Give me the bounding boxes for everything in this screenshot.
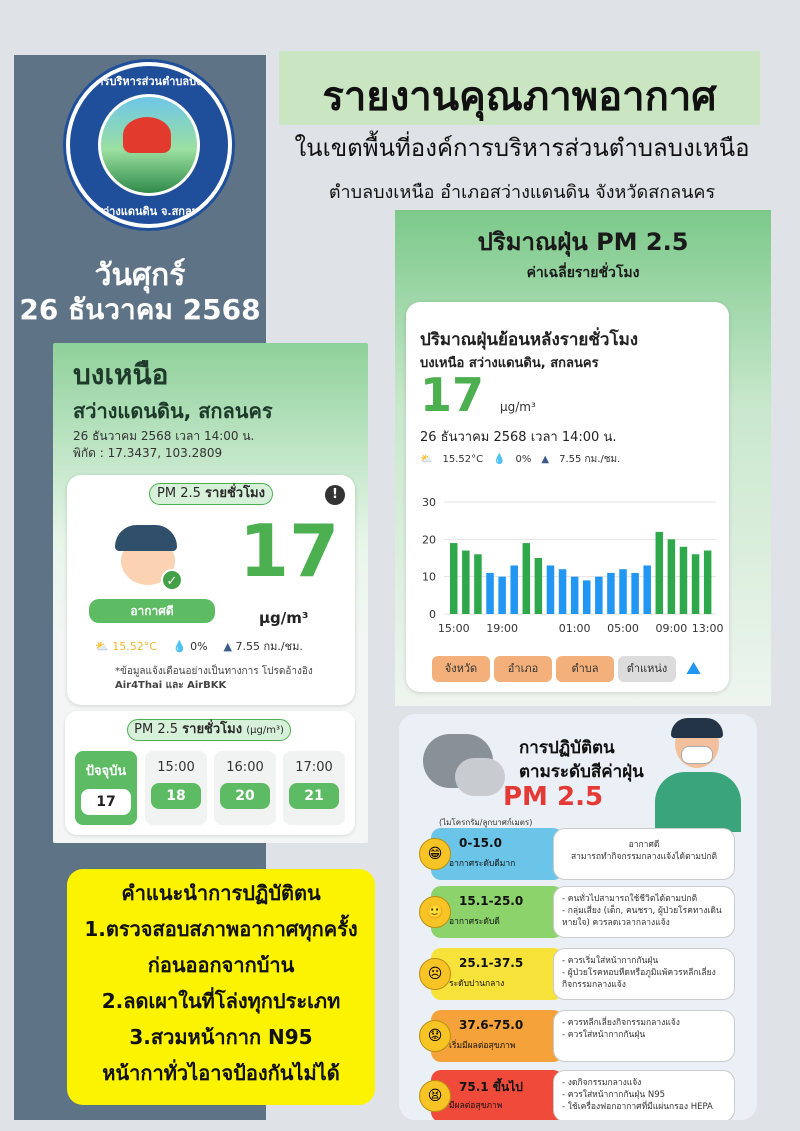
chart-bar[interactable] [643, 565, 650, 614]
history-title: ปริมาณฝุ่นย้อนหลังรายชั่วโมง [420, 330, 639, 350]
hourly-item-now[interactable] [75, 751, 137, 825]
hourly-time: ปัจจุบัน [85, 764, 127, 779]
level-label: เริ่มมีผลต่อสุขภาพ [449, 1041, 516, 1051]
x-tick-label: 05:00 [607, 622, 639, 635]
note-line-1: *ข้อมูลแจ้งเตือนอย่างเป็นทางการ โปรดอ้างอิง [115, 666, 313, 677]
current-weather [95, 637, 303, 655]
advice-line: ก่อนออกจากบ้าน [147, 953, 295, 977]
level-range: 0-15.0 [459, 836, 502, 850]
history-subheading: ค่าเฉลี่ยรายชั่วโมง [526, 265, 640, 281]
status-badge: อากาศดี [89, 599, 215, 623]
history-datetime: 26 ธันวาคม 2568 เวลา 14:00 น. [420, 430, 617, 445]
hourly-forecast-card [65, 711, 355, 835]
organization-logo [66, 62, 232, 228]
droplet-icon: 💧 0% [172, 639, 208, 653]
pill-label: รายชั่วโมง [205, 486, 265, 501]
current-humidity: 0% [190, 639, 208, 653]
history-temp: 15.52°C [442, 454, 484, 465]
wind-arrow-icon: ▲ 7.55 กม./ชม. [223, 640, 303, 653]
chart-bar[interactable] [704, 551, 711, 614]
hourly-item-1500[interactable] [145, 751, 207, 825]
level-range: 75.1 ขึ้นไป [459, 1080, 523, 1094]
advice-line: 3.สวมหน้ากาก N95 [129, 1025, 313, 1049]
station-district: สว่างแดนดิน, สกลนคร [73, 399, 273, 423]
level-desc: อากาศดี สามารถทำกิจกรรมกลางแจ้งได้ตามปกติ [553, 828, 735, 880]
chart-bar[interactable] [668, 539, 675, 614]
x-tick-label: 19:00 [486, 622, 518, 635]
level-range: 25.1-37.5 [459, 956, 524, 970]
history-inner-card [406, 302, 729, 692]
info-icon[interactable]: ! [325, 485, 345, 505]
tab-province[interactable]: จังหวัด [432, 656, 490, 682]
history-place: บงเหนือ สว่างแดนดิน, สกลนคร [420, 356, 599, 371]
advice-title: คำแนะนำการปฏิบัติตน [121, 881, 321, 905]
cloud-sun-icon: ⛅ [420, 454, 433, 465]
x-tick-label: 09:00 [655, 622, 688, 635]
note-line-2: Air4Thai และ AirBKK [115, 680, 227, 691]
chart-bar[interactable] [583, 580, 590, 614]
day-label: วันศุกร์ [94, 258, 186, 293]
y-tick-label: 30 [422, 496, 436, 509]
station-place: บงเหนือ [73, 358, 169, 391]
page-title: รายงานคุณภาพอากาศ [322, 74, 717, 120]
chart-bar[interactable] [535, 558, 542, 614]
y-tick-label: 0 [429, 608, 436, 621]
x-tick-label: 15:00 [437, 622, 470, 635]
level-label: มีผลต่อสุขภาพ [449, 1101, 503, 1111]
date-label: 26 ธันวาคม 2568 [19, 293, 261, 326]
area-chart-icon[interactable]: ⛰ [686, 658, 702, 679]
pm-history-chart [406, 492, 729, 642]
history-heading: ปริมาณฝุ่น PM 2.5 [477, 228, 689, 256]
hourly-value: 18 [151, 783, 201, 809]
current-value: 17 [239, 509, 340, 593]
hourly-value: 21 [289, 783, 339, 809]
check-icon: ✓ [161, 569, 183, 591]
chart-bar[interactable] [510, 565, 517, 614]
hourly-item-1600[interactable] [214, 751, 276, 825]
chart-bar[interactable] [619, 569, 626, 614]
hourly-time: 15:00 [157, 760, 195, 775]
pm-guide-infographic [399, 714, 757, 1120]
logo-ring-top: องค์การบริหารส่วนตำบลบงเหนือ [71, 75, 227, 88]
station-coords: พิกัด : 17.3437, 103.2809 [73, 446, 223, 460]
chart-bar[interactable] [631, 573, 638, 614]
hourly-pill-prefix: PM 2.5 [134, 722, 179, 737]
logo-sun [123, 117, 171, 153]
level-label: อากาศระดับดี [449, 917, 500, 927]
tab-subdistrict[interactable]: ตำบล [556, 656, 614, 682]
station-datetime: 26 ธันวาคม 2568 เวลา 14:00 น. [73, 429, 255, 443]
level-range: 37.6-75.0 [459, 1018, 524, 1032]
chart-bar[interactable] [523, 543, 530, 614]
hourly-time: 16:00 [226, 760, 264, 775]
hourly-value: 17 [81, 789, 131, 815]
level-desc: - ควรเริ่มใส่หน้ากากกันฝุ่น - ผู้ป่วยโรคหอบหืดหรือภูมิแพ้ควรหลีกเลี่ยงกิจกรรมกลางแจ้ง [553, 948, 735, 1000]
current-wind: 7.55 กม./ชม. [235, 640, 303, 653]
level-desc: - งดกิจกรรมกลางแจ้ง - ควรใส่หน้ากากกันฝุ่น N95 - ใช้เครื่องฟอกอากาศที่มีแผ่นกรอง HEPA [553, 1070, 735, 1120]
chart-bar[interactable] [607, 573, 614, 614]
pm-hourly-pill [149, 483, 273, 505]
current-temp: 15.52°C [112, 639, 157, 653]
history-weather [420, 452, 620, 467]
level-range: 15.1-25.0 [459, 894, 524, 908]
x-tick-label: 01:00 [558, 622, 591, 635]
smile-face-icon: 🙂 [419, 896, 451, 928]
station-card [53, 343, 368, 843]
hourly-pill [127, 719, 291, 741]
location-line: ตำบลบงเหนือ อำเภอสว่างแดนดิน จังหวัดสกลนคร [328, 182, 716, 203]
chart-bar[interactable] [450, 543, 457, 614]
happy-boy-avatar [115, 521, 179, 587]
y-tick-label: 20 [422, 533, 436, 547]
chart-bar[interactable] [656, 532, 663, 614]
y-tick-label: 10 [422, 570, 436, 584]
hourly-item-1700[interactable] [283, 751, 345, 825]
chart-bar[interactable] [595, 577, 602, 614]
level-label: ระดับปานกลาง [449, 979, 505, 989]
distressed-face-icon: 😫 [419, 1080, 451, 1112]
advice-box [67, 869, 375, 1105]
history-card [395, 210, 771, 706]
history-value: 17 [420, 368, 485, 422]
level-label: อากาศระดับดีมาก [449, 859, 516, 869]
guide-head-2: ตามระดับสีค่าฝุ่น [519, 762, 644, 782]
page-subtitle: ในเขตพื้นที่องค์การบริหารส่วนตำบลบงเหนือ [294, 134, 750, 162]
guide-unit: (ไมโครกรัม/ลูกบาศก์เมตร) [439, 818, 533, 827]
guide-pm-label: PM 2.5 [503, 782, 604, 812]
history-humidity: 0% [515, 454, 532, 465]
chart-bar[interactable] [559, 569, 566, 614]
pill-prefix: PM 2.5 [157, 486, 201, 501]
advice-line: หน้ากาทั่วไอาจป้องกันไม่ได้ [102, 1061, 340, 1085]
level-desc: - คนทั่วไปสามารถใช้ชีวิตได้ตามปกติ - กลุ่มเสี่ยง (เด็ก, คนชรา, ผู้ป่วยโรคทางเดินหายใจ) ควรลดเวลากลางแจ้ง [553, 886, 735, 938]
level-unhealthy [419, 1070, 733, 1120]
disclaimer-note [115, 665, 313, 693]
tab-district[interactable]: อำเภอ [494, 656, 552, 682]
grin-face-icon: 😁 [419, 838, 451, 870]
logo-ring-bottom: อ.สว่างแดนดิน จ.สกลนคร [85, 205, 213, 218]
wind-arrow-icon: ▲ [541, 454, 550, 465]
level-good [419, 886, 733, 938]
tab-location[interactable]: ตำแหน่ง [618, 656, 676, 682]
hourly-time: 17:00 [295, 760, 333, 775]
hourly-pill-unit: (μg/m³) [246, 725, 284, 736]
frown-face-icon: ☹ [419, 958, 451, 990]
current-reading-card [67, 475, 355, 705]
worried-face-icon: 😟 [419, 1020, 451, 1052]
chart-bar[interactable] [547, 565, 554, 614]
history-unit: μg/m³ [500, 400, 536, 414]
guide-head-1: การปฏิบัติตน [519, 738, 615, 758]
hourly-value: 20 [220, 783, 270, 809]
chart-bar[interactable] [486, 573, 493, 614]
chart-bar[interactable] [462, 551, 469, 614]
droplet-icon: 💧 [493, 454, 506, 465]
level-starting-affect [419, 1010, 733, 1062]
masked-man-illustration [655, 720, 741, 830]
advice-line: 2.ลดเผาในที่โล่งทุกประเภท [101, 989, 341, 1013]
chart-bar[interactable] [571, 577, 578, 614]
chart-bar[interactable] [474, 554, 481, 614]
advice-line: 1.ตรวจสอบสภาพอากาศทุกครั้ง [84, 917, 358, 941]
x-tick-label: 13:00 [691, 622, 724, 635]
cloud-sun-icon: ⛅ 15.52°C [95, 639, 157, 653]
level-desc: - ควรหลีกเลี่ยงกิจกรรมกลางแจ้ง - ควรใส่หน้ากากกันฝุ่น [553, 1010, 735, 1062]
chart-bar[interactable] [692, 554, 699, 614]
history-wind: 7.55 กม./ชม. [559, 454, 621, 465]
hourly-pill-label: รายชั่วโมง [182, 722, 243, 737]
level-very-good [419, 828, 733, 880]
level-moderate [419, 948, 733, 1000]
current-unit: μg/m³ [259, 609, 309, 627]
chart-bar[interactable] [498, 577, 505, 614]
chart-bar[interactable] [680, 547, 687, 614]
